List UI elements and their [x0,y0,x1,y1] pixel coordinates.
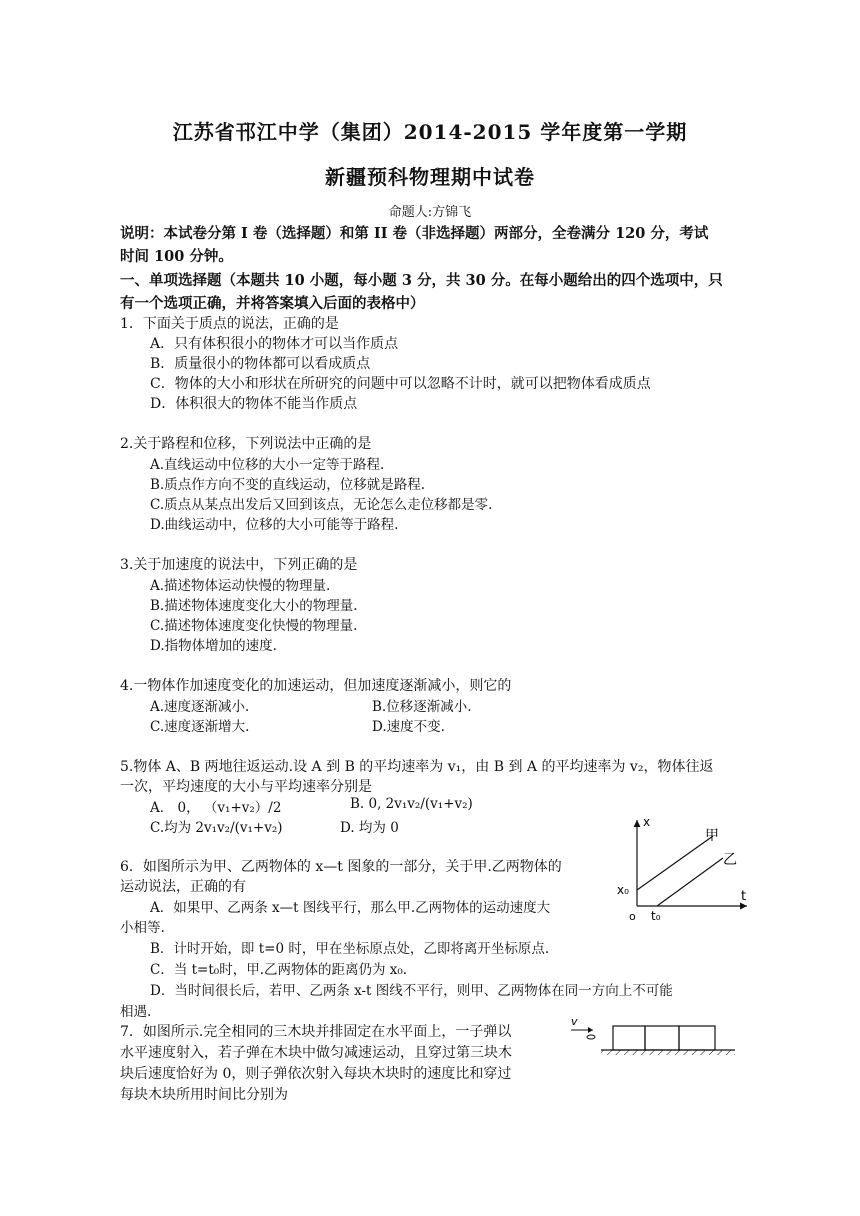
wood-block-1 [613,1026,645,1050]
question-4-stem: 4.一物体作加速度变化的加速运动，但加速度逐渐减小，则它的 [120,678,512,694]
question-4-option-b: B.位移逐渐减小. [372,699,472,715]
section-heading-line-1: 一、单项选择题（本题共 10 小题，每小题 3 分，共 30 分。在每小题给出的四个选项中，只 [120,272,723,289]
question-7-line-3: 块后速度恰好为 0，则子弹依次射入每块木块时的速度比和穿过 [120,1066,512,1082]
bullet-shape [587,1035,595,1039]
question-3-option-b: B.描述物体速度变化大小的物理量. [150,598,358,614]
line-jia-label: 甲 [705,828,719,844]
question-3-stem: 3.关于加速度的说法中，下列正确的是 [120,557,358,573]
xt-graph-figure [605,808,755,923]
question-2-option-b: B.质点作方向不变的直线运动，位移就是路程. [150,477,426,493]
question-2-stem: 2.关于路程和位移，下列说法中正确的是 [120,436,372,452]
question-2-option-c: C.质点从某点出发后又回到该点，无论怎么走位移都是零. [150,497,493,513]
question-5-stem-line-1: 5.物体 A、B 两地往返运动.设 A 到 B 的平均速率为 v₁，由 B 到 A 的平均速率为 v₂，物体往返 [120,759,714,775]
question-6-option-d: D．当时间很长后，若甲、乙两条 x-t 图线不平行，则甲、乙两物体在同一方向上不可能 [150,983,673,999]
question-5-stem-line-2: 一次，平均速度的大小与平均速率分别是 [120,779,372,795]
question-2-option-d: D.曲线运动中，位移的大小可能等于路程. [150,517,399,533]
question-1-option-c: C．物体的大小和形状在所研究的问题中可以忽略不计时，就可以把物体看成质点 [150,376,651,392]
page-title: 江苏省邗江中学（集团）2014-2015 学年度第一学期 [172,120,688,144]
question-6-option-d-continued: 相遇. [120,1004,152,1020]
question-5-option-b: B. 0, 2v₁v₂/(v₁+v₂) [350,796,473,812]
wood-block-3 [679,1026,715,1050]
question-1-option-a: A．只有体积很小的物体才可以当作质点 [150,336,399,352]
question-7-line-2: 水平速度射入，若子弹在木块中做匀减速运动，且穿过第三块木 [120,1045,512,1061]
page-subtitle: 新疆预科物理期中试卷 [325,165,535,189]
origin-label: o [629,910,636,923]
question-6-option-b: B．计时开始，即 t=0 时，甲在坐标原点处，乙即将离开坐标原点. [150,941,550,957]
question-6-stem-line-1: 6．如图所示为甲、乙两物体的 x—t 图象的一部分，关于甲.乙两物体的 [120,859,562,875]
question-6-option-c: C．当 t=t₀时，甲.乙两物体的距离仍为 x₀. [150,962,408,978]
wood-block-2 [645,1026,679,1050]
ground-hatch [601,1050,735,1055]
instructions-line-1: 说明：本试卷分第 I 卷（选择题）和第 II 卷（非选择题）两部分，全卷满分 120 分，考试 [120,225,709,242]
question-6-option-a: A．如果甲、乙两条 x—t 图线平行，那么甲.乙两物体的运动速度大 [150,900,551,916]
question-3-option-d: D.指物体增加的速度. [150,638,277,654]
question-1-option-d: D．体积很大的物体不能当作质点 [150,396,358,412]
question-7-line-4: 每块木块所用时间比分别为 [120,1087,288,1103]
line-yi [657,858,723,906]
author-line: 命题人:方锦飞 [388,205,472,220]
x-axis-label: x [643,815,651,829]
question-6-option-a-continued: 小相等. [120,920,165,936]
line-jia [637,836,713,890]
line-yi-label: 乙 [723,852,737,868]
bullet-blocks-figure [565,1012,740,1062]
question-4-option-a: A.速度逐渐减小. [150,699,250,715]
question-6-stem-line-2: 运动说法，正确的有 [120,879,246,895]
question-5-option-c: C.均为 2v₁v₂/(v₁+v₂) [150,820,283,836]
question-4-option-d: D.速度不变. [372,719,445,735]
question-1-option-b: B．质量很小的物体都可以看成质点 [150,356,371,372]
x0-label: x₀ [617,883,629,897]
instructions-line-2: 时间 100 分钟。 [120,248,233,265]
question-7-line-1: 7．如图所示.完全相同的三木块并排固定在水平面上，一子弹以 [120,1024,512,1040]
question-5-option-d: D. 均为 0 [340,820,399,836]
section-heading-line-2: 有一个选项正确，并将答案填入后面的表格中） [120,295,425,312]
question-3-option-c: C.描述物体速度变化快慢的物理量. [150,618,358,634]
t-axis-label: t [741,889,747,904]
question-4-option-c: C.速度逐渐增大. [150,719,250,735]
velocity-label: v [571,1015,578,1028]
question-2-option-a: A.直线运动中位移的大小一定等于路程. [150,457,385,473]
t0-label: t₀ [651,909,661,923]
question-1-stem: 1．下面关于质点的说法，正确的是 [120,316,339,332]
question-5-option-a: A． 0， （v₁+v₂）/2 [150,800,282,816]
question-3-option-a: A.描述物体运动快慢的物理量. [150,578,331,594]
